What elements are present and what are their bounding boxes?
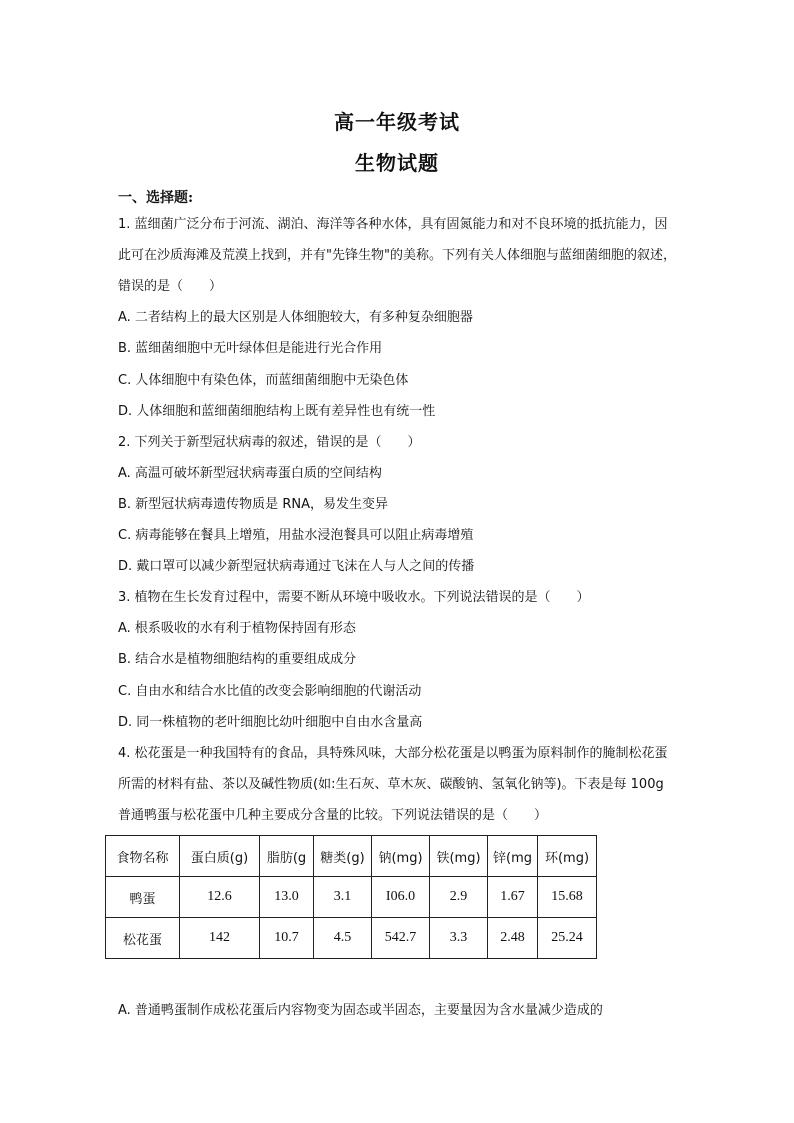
table-cell: I06.0 (372, 877, 430, 918)
table-cell: 142 (180, 918, 260, 959)
text-line: B. 蓝细菌细胞中无叶绿体但是能进行光合作用 (118, 341, 383, 356)
table-header-row (106, 836, 597, 877)
text-line: 此可在沙质海滩及荒漠上找到，并有"先锋生物"的美称。下列有关人体细胞与蓝细菌细胞的叙述， (118, 248, 676, 263)
text-line: D. 同一株植物的老叶细胞比幼叶细胞中自由水含量高 (118, 715, 423, 730)
text-line: A. 高温可破坏新型冠状病毒蛋白质的空间结构 (118, 466, 382, 481)
text-line: B. 新型冠状病毒遗传物质是 RNA，易发生变异 (118, 497, 388, 512)
text-line: A. 根系吸收的水有利于植物保持固有形态 (118, 621, 356, 636)
table-cell: 13.0 (260, 877, 314, 918)
table-cell: 2.9 (430, 877, 488, 918)
table-cell: 542.7 (372, 918, 430, 959)
table-header-cell: 铁(mg) (430, 836, 488, 877)
text-line: D. 戴口罩可以减少新型冠状病毒通过飞沫在人与人之间的传播 (118, 559, 475, 574)
table-header-cell: 蛋白质(g) (180, 836, 260, 877)
table-cell: 1.67 (488, 877, 538, 918)
table-cell: 3.3 (430, 918, 488, 959)
table-cell: 15.68 (538, 877, 597, 918)
text-line: 错误的是（ ） (118, 279, 223, 294)
text-line: C. 人体细胞中有染色体，而蓝细菌细胞中无染色体 (118, 373, 409, 388)
table-row (106, 877, 597, 918)
text-line: 3. 植物在生长发育过程中，需要不断从环境中吸收水。下列说法错误的是（ ） (118, 590, 590, 605)
table-cell: 4.5 (314, 918, 372, 959)
text-line: 所需的材料有盐、茶以及碱性物质(如:生石灰、草木灰、碳酸钠、氢氧化钠等)。下表是每 100g (118, 777, 664, 792)
table-header-cell: 糖类(g) (314, 836, 372, 877)
table-cell: 12.6 (180, 877, 260, 918)
table-header-cell: 食物名称 (106, 836, 180, 877)
text-line: B. 结合水是植物细胞结构的重要组成成分 (118, 652, 357, 667)
table-cell: 25.24 (538, 918, 597, 959)
text-line: A. 二者结构上的最大区别是人体细胞较大，有多种复杂细胞器 (118, 310, 473, 325)
table-cell: 2.48 (488, 918, 538, 959)
text-line: D. 人体细胞和蓝细菌细胞结构上既有差异性也有统一性 (118, 404, 436, 419)
text-line: C. 自由水和结合水比值的改变会影响细胞的代谢活动 (118, 684, 422, 699)
table-header-cell: 环(mg) (538, 836, 597, 877)
nutrition-table (105, 835, 597, 959)
table-cell: 鸭蛋 (106, 877, 180, 918)
page-subtitle: 生物试题 (355, 151, 439, 175)
text-line: 2. 下列关于新型冠状病毒的叙述，错误的是（ ） (118, 435, 421, 450)
table-cell: 3.1 (314, 877, 372, 918)
table-cell: 10.7 (260, 918, 314, 959)
table-header-cell: 锌(mg (488, 836, 538, 877)
table-header-cell: 脂肪(g (260, 836, 314, 877)
table-row (106, 918, 597, 959)
section-heading: 一、选择题: (118, 190, 194, 206)
table-header-cell: 钠(mg) (372, 836, 430, 877)
page-title: 高一年级考试 (334, 110, 460, 134)
text-line: 1. 蓝细菌广泛分布于河流、湖泊、海洋等各种水体，具有固氮能力和对不良环境的抵抗能力，因 (118, 217, 668, 232)
text-line: 普通鸭蛋与松花蛋中几种主要成分含量的比较。下列说法错误的是（ ） (118, 808, 548, 823)
answer-option-line: A. 普通鸭蛋制作成松花蛋后内容物变为固态或半固态，主要量因为含水量减少造成的 (118, 1003, 603, 1018)
text-line: 4. 松花蛋是一种我国特有的食品，具特殊风味，大部分松花蛋是以鸭蛋为原料制作的腌制松花蛋 (118, 746, 668, 761)
table-cell: 松花蛋 (106, 918, 180, 959)
text-line: C. 病毒能够在餐具上增殖，用盐水浸泡餐具可以阻止病毒增殖 (118, 528, 474, 543)
